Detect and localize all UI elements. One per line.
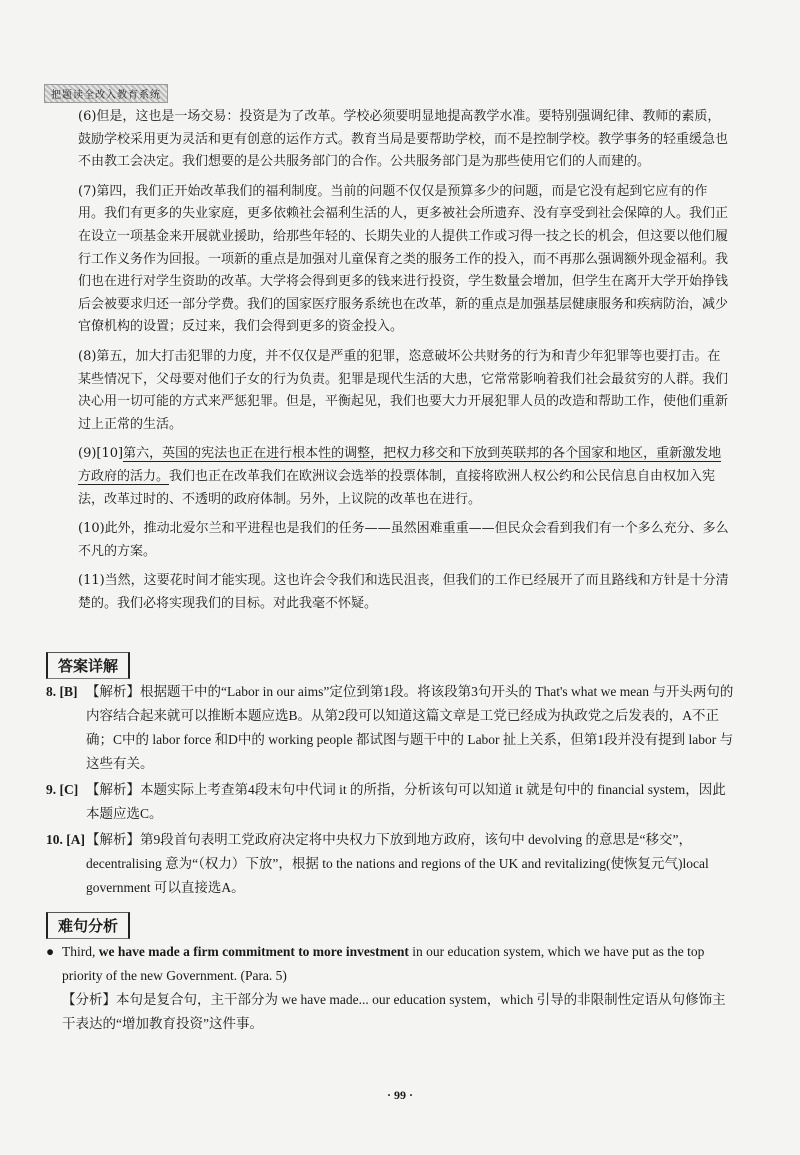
para-9-underlined: 第六，英国的宪法也正在进行根本性的调整，把权力移交和下放到英联邦的各个国家和地区，重新激发地方政府的活力。 — [78, 446, 722, 484]
answer-item — [46, 828, 736, 900]
translation-text — [60, 106, 730, 622]
answer-number: 9. [C] — [46, 782, 79, 797]
sentence-mid: in our education system, which we have put as the top priority of the new Government. (Para. 5) — [62, 944, 705, 983]
hard-sentence-item — [46, 940, 736, 988]
hard-section-title: 难句分析 — [46, 912, 130, 939]
hard-sentence — [46, 940, 736, 1036]
header-tag: 把题读全改入教育系统 — [44, 84, 168, 103]
answer-number: 10. [A] — [46, 832, 85, 847]
para-9 — [60, 443, 730, 511]
answer-text: 【解析】根据题干中的“Labor in our aims”定位到第1段。将该段第3句开头的 That's what we mean 与开头两句的内容结合起来就可以推断本题应选B。从第2段可以知道这篇文章是工党已经成为执政党之后发表的，A不正确；C中的 labor force 和D中的 working people 都试图与题干中的 Labor 扯上关系，但第1段并没有提到 labor 与这些有关。 — [86, 684, 734, 771]
para-8: (8)第五，加大打击犯罪的力度，并不仅仅是严重的犯罪，恣意破坏公共财务的行为和青少年犯罪等也要打击。在某些情况下，父母要对他们子女的行为负责。犯罪是现代生活的大患，它常常影响着我们社会最贫穷的人群。我们决心用一切可能的方式来严惩犯罪。但是，平衡起见，我们也要大力开展犯罪人员的改造和帮助工作，使他们重新过上正常的生活。 — [78, 348, 729, 432]
bullet-icon: ● — [46, 944, 55, 959]
para-9-rest: 我们也正在改革我们在欧洲议会选举的投票体制，直接将欧洲人权公约和公民信息自由权加入宪法，改革过时的、不透明的政府体制。另外，上议院的改革也在进行。 — [78, 468, 716, 507]
answer-item — [46, 778, 736, 826]
answer-text: 【解析】本题实际上考查第4段末句中代词 it 的所指，分析该句可以知道 it 就是句中的 financial system，因此本题应选C。 — [86, 782, 726, 821]
para-9-prefix: (9)[10] — [78, 446, 124, 462]
para-7: (7)第四，我们正开始改革我们的福利制度。当前的问题不仅仅是预算多少的问题，而是它没有起到它应有的作用。我们有更多的失业家庭，更多依赖社会福利生活的人，更多被社会所遗弃、没有享受到社会保障的人。我们正在设立一项基金来开展就业援助，给那些年轻的、长期失业的人提供工作或习得一技之长的机会，但这要以他们履行工作义务作为回报。一项新的重点是加强对儿童保育之类的服务工作的投入，而不再那么强调额外现金福利。我们也在进行对学生资助的改革。大学将会得到更多的钱来进行投资，学生数量会增加，但学生在离开大学开始挣钱后会被要求归还一部分学费。我们的国家医疗服务系统也在改革，新的重点是加强基层健康服务和疾病防治，减少官僚机构的设置；反过来，我们会得到更多的资金投入。 — [78, 183, 729, 335]
answer-number: 8. [B] — [46, 684, 78, 699]
sentence-analysis: 【分析】本句是复合句，主干部分为 we have made... our education system，which 引导的非限制性定语从句修饰主干表达的“增加教育投资”这件事。 — [62, 992, 726, 1031]
para-10: (10)此外，推动北爱尔兰和平进程也是我们的任务——虽然困难重重——但民众会看到我们有一个多么充分、多么不凡的方案。 — [78, 521, 729, 559]
answer-item — [46, 680, 736, 776]
page-number: · 99 · — [386, 1088, 413, 1102]
sentence-bold: we have made a firm commitment to more investment — [98, 944, 409, 959]
answers — [46, 680, 736, 902]
para-6: (6)但是，这也是一场交易：投资是为了改革。学校必须要明显地提高教学水准。要特别强调纪律、教师的素质，鼓励学校采用更为灵活和更有创意的运作方式。教育当局是要帮助学校，而不是控制学校。教学事务的轻重缓急也不由教工会决定。我们想要的是公共服务部门的合作。公共服务部门是为那些使用它们的人而建的。 — [78, 109, 729, 170]
answer-text: 【解析】第9段首句表明工党政府决定将中央权力下放到地方政府，该句中 devolving 的意思是“移交”，decentralising 意为“（权力）下放”，根据 to the nations and regions of the UK and revitalizing(使恢复元气)local government 可以直接选A。 — [86, 832, 709, 895]
answer-section-title: 答案详解 — [46, 652, 130, 679]
sentence-pre: Third, — [62, 944, 99, 959]
para-11: (11)当然，这要花时间才能实现。这也许会令我们和选民沮丧，但我们的工作已经展开了而且路线和方针是十分清楚的。我们必将实现我们的目标。对此我毫不怀疑。 — [78, 573, 729, 611]
